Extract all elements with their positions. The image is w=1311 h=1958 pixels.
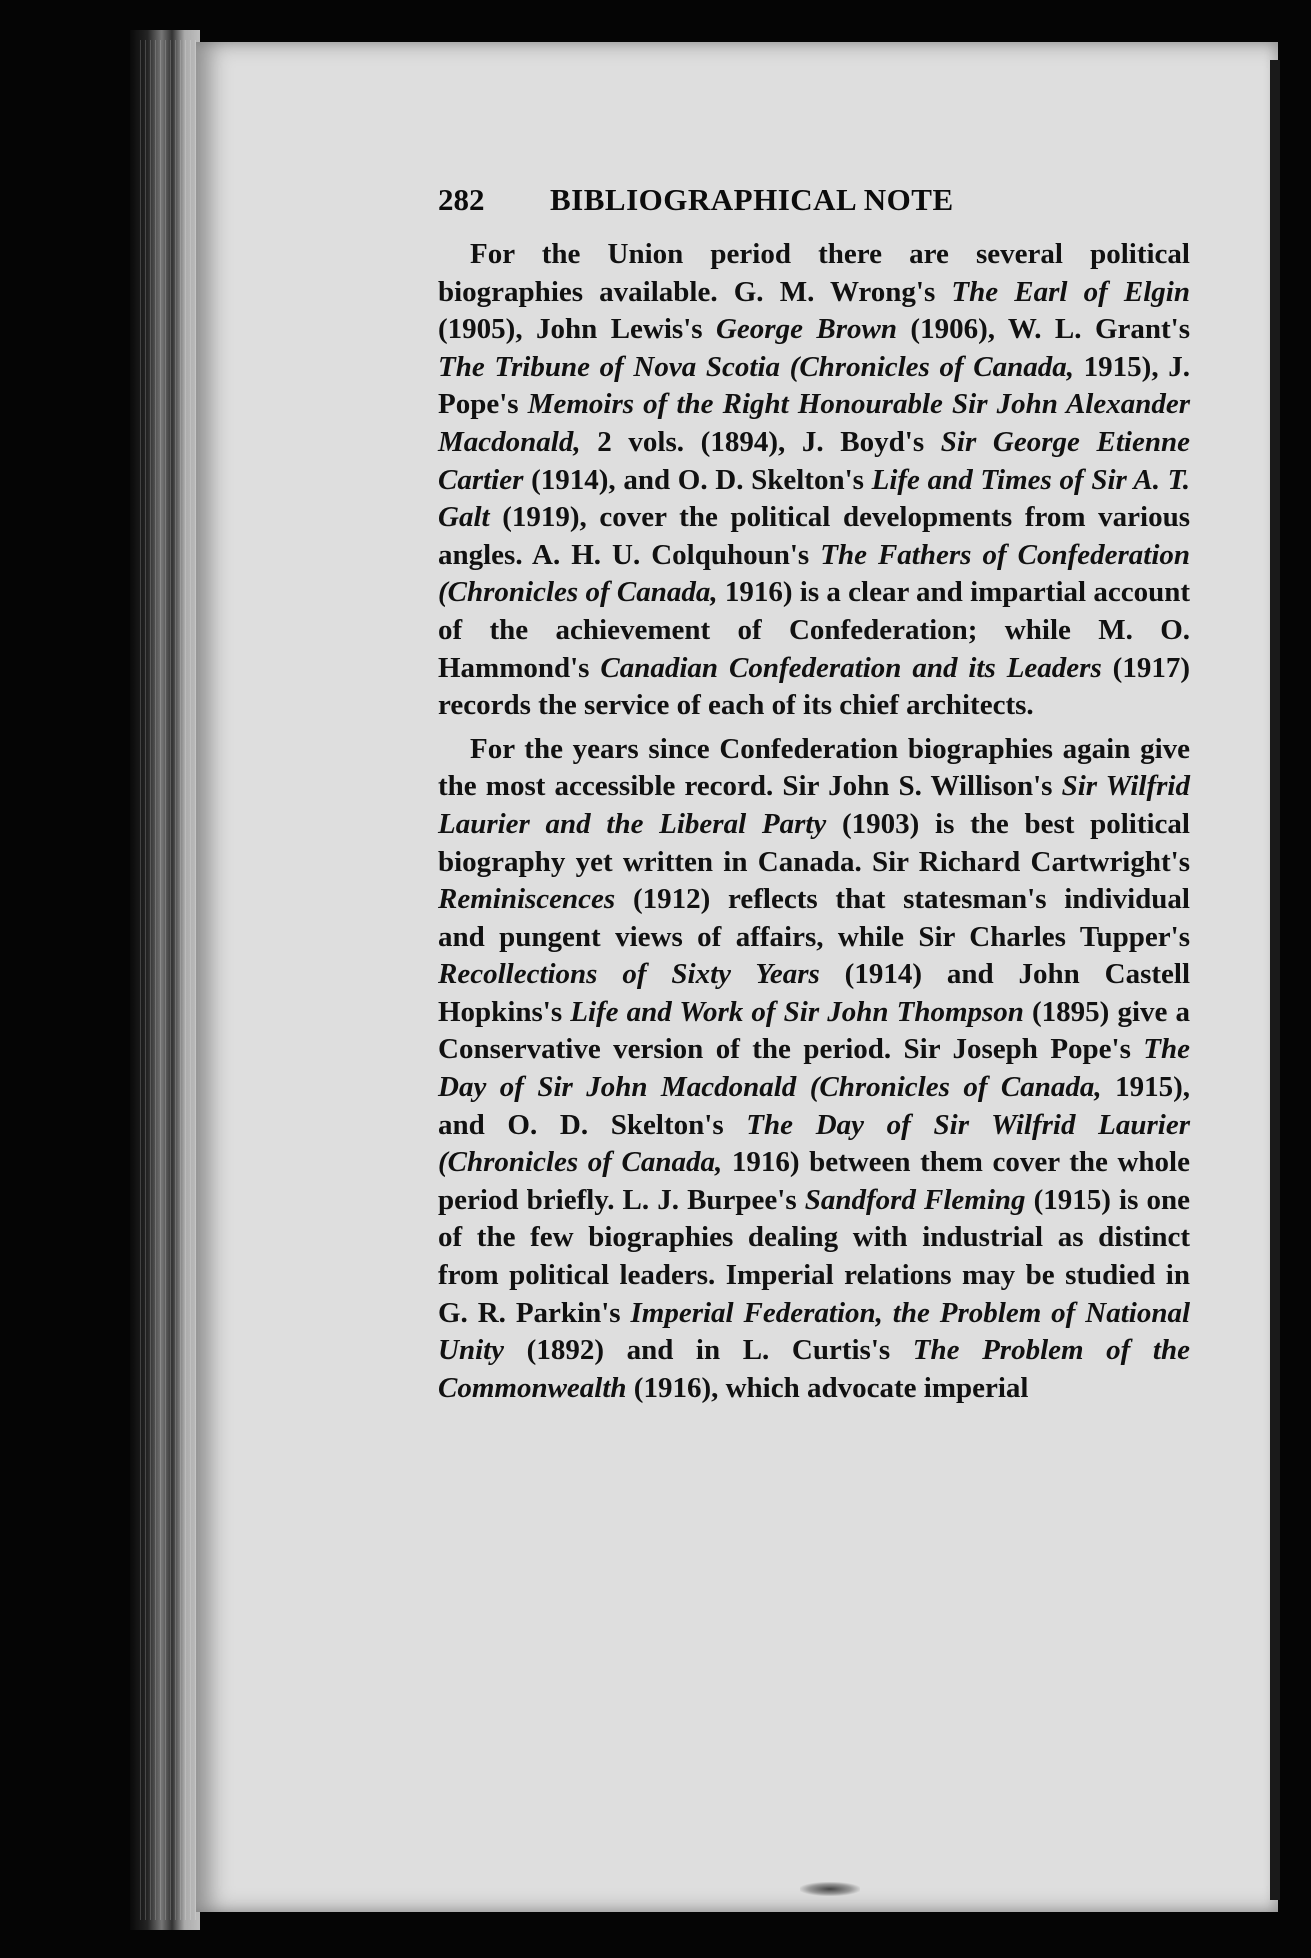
text-run: (1905), John Lewis's [438, 313, 716, 346]
text-run: (1917) records the service of each of its chief architects. [438, 651, 1190, 722]
text-run: (1914), and O. D. Skelton's [523, 463, 872, 496]
text-run: For the years since Confederation biographies again give the most accessible record. Sir John S. Willison's [438, 732, 1190, 803]
facing-page-edge [1270, 60, 1280, 1900]
book-title: The Problem of the Commonwealth [438, 1334, 1190, 1404]
page-header [438, 182, 1038, 226]
text-run: (1895) give a Conservative version of the period. Sir Joseph Pope's [438, 995, 1190, 1066]
book-title: Sir Wilfrid Laurier and the Liberal Party [438, 770, 1190, 840]
text-run: (1919), cover the political developments from various angles. A. H. U. Colquhoun's [438, 501, 1190, 571]
text-run: (1916), which advocate imperial [626, 1371, 1029, 1404]
print-smudge [800, 1882, 860, 1896]
book-title: Memoirs of the Right Honourable Sir John Alexander Macdonald, [438, 388, 1190, 458]
book-title: Sandford Fleming [804, 1183, 1026, 1216]
book-title: Recollections of Sixty Years [438, 958, 820, 991]
text-run: (1892) and in L. Curtis's [504, 1334, 913, 1367]
text-run: (1914) and John Castell Hopkins's [438, 958, 1190, 1028]
text-run: 1916) is a clear and impartial account of the achievement of Confederation; while M. O. Hammond's [438, 576, 1190, 684]
text-run: (1906), W. L. Grant's [896, 313, 1190, 346]
book-title: Canadian Confederation and its Leaders [600, 651, 1102, 684]
page-edges [140, 40, 200, 1920]
running-head: BIBLIOGRAPHICAL NOTE [550, 182, 954, 217]
book-title: The Tribune of Nova Scotia (Chronicles of Canada, [438, 350, 1075, 383]
paragraph [438, 236, 1190, 725]
text-run: 2 vols. (1894), J. Boyd's [580, 425, 941, 458]
book-title: The Fathers of Confederation (Chronicles of Canada, [438, 538, 1191, 609]
text-run: 1915), J. Pope's [438, 350, 1190, 421]
page-number: 282 [438, 182, 485, 217]
text-run: (1912) reflects that statesman's individual and pungent views of affairs, while Sir Charles Tupper's [438, 883, 1190, 953]
text-run: (1915) is one of the few biographies dealing with industrial as distinct from political leaders. Imperial relations may be studied in G. R. Parkin's [438, 1183, 1190, 1329]
text-run: 1916) between them cover the whole period briefly. L. J. Burpee's [438, 1146, 1190, 1216]
text-run: (1903) is the best political biography yet written in Canada. Sir Richard Cartwright's [438, 807, 1190, 878]
book-title: Reminiscences [438, 883, 616, 916]
book-title: The Day of Sir John Macdonald (Chronicles of Canada, [438, 1033, 1190, 1104]
text-run: For the Union period there are several political biographies available. G. M. Wrong's [438, 238, 1190, 308]
paragraph [438, 731, 1190, 1408]
book-title: Imperial Federation, the Problem of National Unity [438, 1296, 1191, 1367]
book-title: Life and Work of Sir John Thompson [570, 995, 1024, 1028]
book-title: Sir George Etienne Cartier [438, 425, 1190, 496]
book-title: George Brown [715, 313, 897, 346]
body-text [438, 236, 1190, 1407]
text-run: 1915), and O. D. Skelton's [438, 1071, 1190, 1141]
book-title: Life and Times of Sir A. T. Galt [438, 463, 1190, 534]
book-title: The Day of Sir Wilfrid Laurier (Chronicles of Canada, [438, 1108, 1190, 1179]
book-title: The Earl of Elgin [951, 275, 1190, 308]
